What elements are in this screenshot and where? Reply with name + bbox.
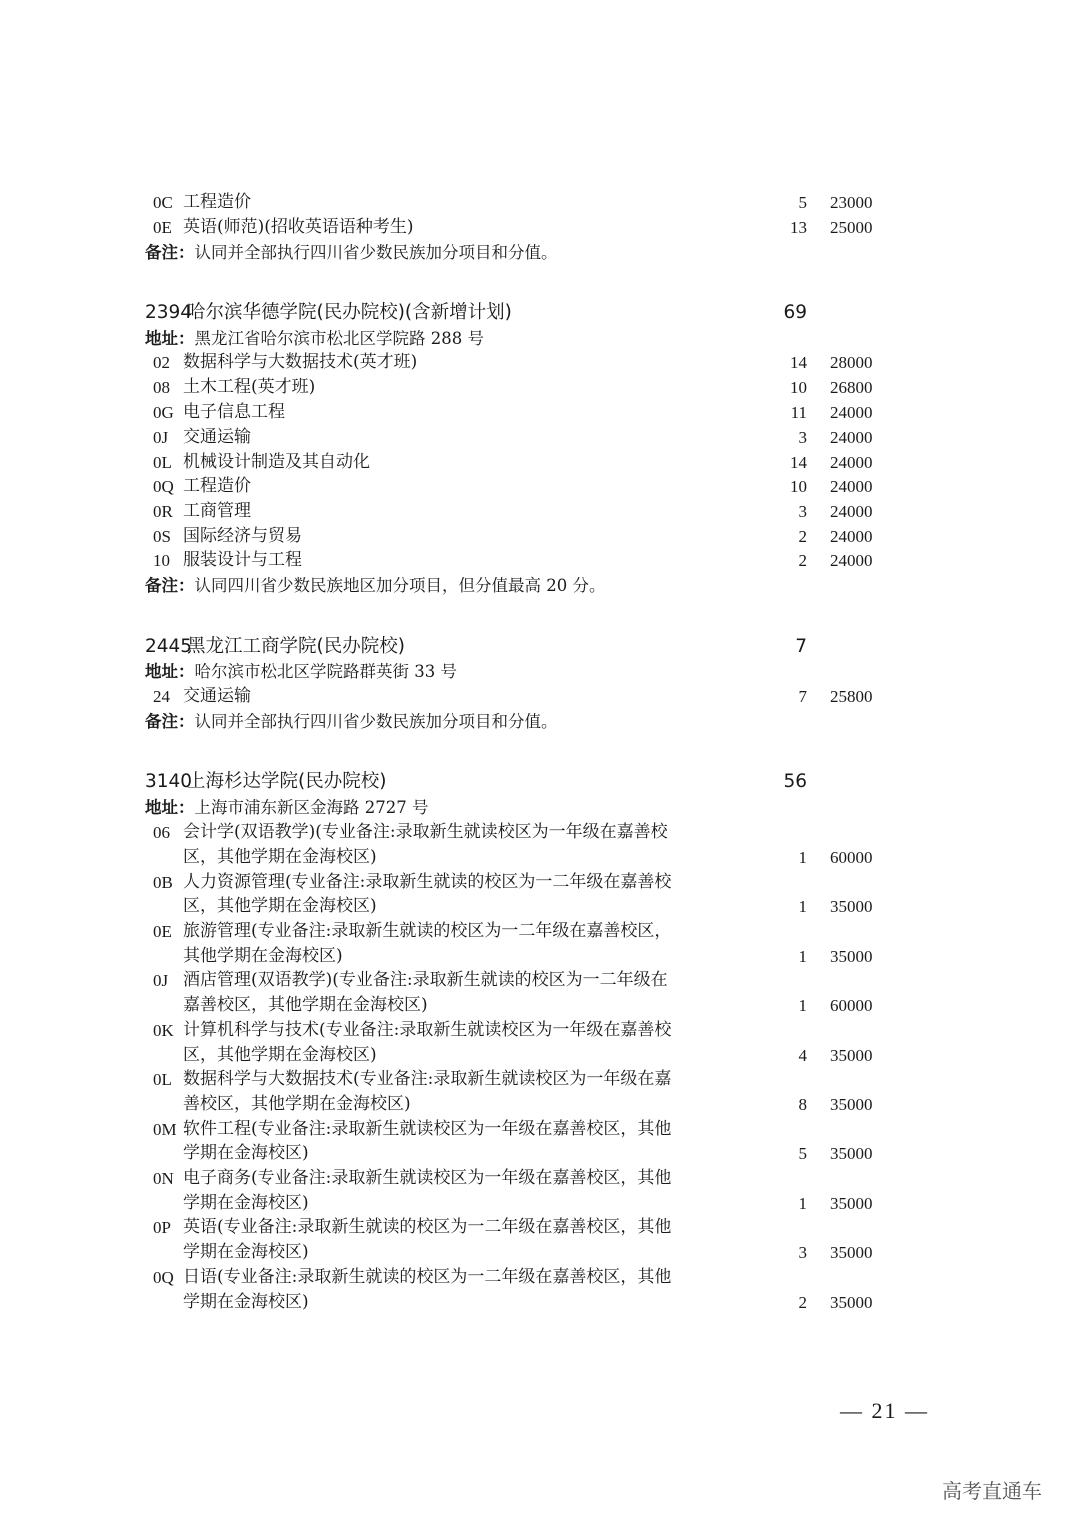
school-name: 哈尔滨华德学院(民办院校)(含新增计划) — [187, 302, 512, 323]
major-fee: 35000 — [830, 1194, 873, 1213]
major-row — [145, 820, 885, 845]
school-code: 2445 — [145, 636, 193, 657]
major-row — [145, 524, 885, 549]
major-quota: 8 — [798, 1095, 807, 1114]
major-code: 0G — [153, 403, 174, 422]
major-row — [145, 968, 885, 993]
major-row-cont — [145, 993, 885, 1018]
major-fee: 35000 — [830, 1046, 873, 1065]
remark-text: 认同并全部执行四川省少数民族加分项目和分值。 — [194, 243, 558, 262]
major-quota: 1 — [798, 897, 807, 916]
major-name-cont: 其他学期在金海校区) — [183, 946, 343, 966]
major-row — [145, 870, 885, 895]
major-row — [145, 499, 885, 524]
major-name-cont: 学期在金海校区) — [183, 1292, 309, 1312]
major-name: 会计学(双语教学)(专业备注:录取新生就读校区为一年级在嘉善校 — [183, 822, 668, 842]
address-text: 哈尔滨市松北区学院路群英街 33 号 — [194, 662, 457, 681]
major-code: 0E — [153, 218, 172, 237]
major-name: 服装设计与工程 — [183, 550, 302, 570]
major-quota: 10 — [790, 378, 807, 397]
address-label: 地址： — [145, 798, 195, 817]
major-name-cont: 学期在金海校区) — [183, 1193, 309, 1213]
major-fee: 28000 — [830, 353, 873, 372]
major-fee: 24000 — [830, 502, 873, 521]
school-header — [145, 769, 885, 794]
major-name: 人力资源管理(专业备注:录取新生就读的校区为一二年级在嘉善校 — [183, 872, 672, 892]
address-text: 上海市浦东新区金海路 2727 号 — [194, 798, 429, 817]
major-row — [145, 1018, 885, 1043]
major-quota: 2 — [798, 1293, 807, 1312]
major-quota: 1 — [798, 947, 807, 966]
major-row — [145, 1166, 885, 1191]
major-name-cont: 善校区，其他学期在金海校区) — [183, 1094, 411, 1114]
major-fee: 35000 — [830, 1144, 873, 1163]
major-code: 0L — [153, 1070, 172, 1089]
major-fee: 24000 — [830, 403, 873, 422]
major-name: 旅游管理(专业备注:录取新生就读的校区为一二年级在嘉善校区， — [183, 921, 672, 941]
major-row — [145, 1265, 885, 1290]
major-fee: 24000 — [830, 527, 873, 546]
major-row — [145, 474, 885, 499]
school-quota: 56 — [783, 771, 807, 792]
major-name: 交通运输 — [183, 427, 251, 447]
major-code: 0K — [153, 1021, 174, 1040]
major-code: 0P — [153, 1218, 171, 1237]
remark-row — [145, 573, 885, 598]
major-fee: 35000 — [830, 1243, 873, 1262]
major-code: 0S — [153, 527, 171, 546]
major-quota: 1 — [798, 996, 807, 1015]
major-quota: 4 — [798, 1046, 807, 1065]
major-fee: 24000 — [830, 551, 873, 570]
major-row — [145, 684, 885, 709]
major-quota: 5 — [798, 1144, 807, 1163]
major-quota: 14 — [790, 353, 807, 372]
major-row-cont — [145, 1092, 885, 1117]
major-name: 电子信息工程 — [183, 402, 285, 422]
major-fee: 60000 — [830, 996, 873, 1015]
address-label: 地址： — [145, 329, 195, 348]
major-fee: 25800 — [830, 687, 873, 706]
major-fee: 35000 — [830, 897, 873, 916]
major-name: 国际经济与贸易 — [183, 526, 302, 546]
major-row-cont — [145, 845, 885, 870]
major-quota: 5 — [798, 193, 807, 212]
school-quota: 69 — [783, 302, 807, 323]
major-row — [145, 375, 885, 400]
major-name-cont: 学期在金海校区) — [183, 1143, 309, 1163]
major-row — [145, 1117, 885, 1142]
major-row — [145, 215, 885, 240]
major-quota: 3 — [798, 1243, 807, 1262]
major-fee: 35000 — [830, 1293, 873, 1312]
major-quota: 10 — [790, 477, 807, 496]
major-quota: 13 — [790, 218, 807, 237]
remark-text: 认同并全部执行四川省少数民族加分项目和分值。 — [194, 712, 558, 731]
major-row — [145, 1067, 885, 1092]
major-code: 0C — [153, 193, 173, 212]
major-name: 交通运输 — [183, 686, 251, 706]
school-code: 3140 — [145, 771, 193, 792]
major-row — [145, 400, 885, 425]
major-code: 0R — [153, 502, 173, 521]
major-code: 24 — [153, 687, 170, 706]
major-fee: 24000 — [830, 477, 873, 496]
major-name: 电子商务(专业备注:录取新生就读校区为一年级在嘉善校区，其他 — [183, 1168, 672, 1188]
major-name: 工程造价 — [183, 476, 251, 496]
major-name: 数据科学与大数据技术(专业备注:录取新生就读校区为一年级在嘉 — [183, 1069, 672, 1089]
watermark: 高考直通车 — [942, 1479, 1042, 1503]
major-quota: 1 — [798, 1194, 807, 1213]
remark-label: 备注： — [145, 712, 195, 731]
remark-row — [145, 240, 885, 265]
major-name: 工程造价 — [183, 192, 251, 212]
major-name: 土木工程(英才班) — [183, 377, 316, 397]
major-fee: 26800 — [830, 378, 873, 397]
school-name: 黑龙江工商学院(民办院校) — [187, 636, 405, 657]
major-fee: 35000 — [830, 947, 873, 966]
major-quota: 2 — [798, 527, 807, 546]
school-quota: 7 — [795, 636, 807, 657]
school-code: 2394 — [145, 302, 193, 323]
major-row — [145, 190, 885, 215]
major-name-cont: 区，其他学期在金海校区) — [183, 896, 377, 916]
major-row-cont — [145, 944, 885, 969]
major-quota: 1 — [798, 848, 807, 867]
major-name-cont: 嘉善校区，其他学期在金海校区) — [183, 995, 428, 1015]
major-code: 0Q — [153, 1268, 174, 1287]
major-row — [145, 919, 885, 944]
major-row — [145, 1215, 885, 1240]
major-row-cont — [145, 1290, 885, 1315]
major-quota: 2 — [798, 551, 807, 570]
major-code: 08 — [153, 378, 170, 397]
major-code: 0E — [153, 922, 172, 941]
major-fee: 24000 — [830, 453, 873, 472]
major-name: 酒店管理(双语教学)(专业备注:录取新生就读的校区为一二年级在 — [183, 970, 668, 990]
address-text: 黑龙江省哈尔滨市松北区学院路 288 号 — [194, 329, 484, 348]
major-fee: 23000 — [830, 193, 873, 212]
major-row-cont — [145, 894, 885, 919]
major-code: 0Q — [153, 477, 174, 496]
remark-label: 备注： — [145, 243, 195, 262]
major-code: 02 — [153, 353, 170, 372]
major-code: 0B — [153, 873, 173, 892]
school-header — [145, 300, 885, 325]
major-name-cont: 区，其他学期在金海校区) — [183, 847, 377, 867]
remark-row — [145, 709, 885, 734]
major-name: 工商管理 — [183, 501, 251, 521]
major-quota: 3 — [798, 428, 807, 447]
address-label: 地址： — [145, 662, 195, 681]
major-code: 0J — [153, 971, 169, 990]
major-row-cont — [145, 1240, 885, 1265]
major-fee: 60000 — [830, 848, 873, 867]
major-name: 数据科学与大数据技术(英才班) — [183, 352, 418, 372]
major-name-cont: 学期在金海校区) — [183, 1242, 309, 1262]
major-code: 0N — [153, 1169, 174, 1188]
major-fee: 24000 — [830, 428, 873, 447]
major-name: 机械设计制造及其自动化 — [183, 452, 370, 472]
major-quota: 3 — [798, 502, 807, 521]
major-name-cont: 区，其他学期在金海校区) — [183, 1045, 377, 1065]
major-quota: 14 — [790, 453, 807, 472]
major-row — [145, 350, 885, 375]
major-row — [145, 450, 885, 475]
major-name: 软件工程(专业备注:录取新生就读校区为一年级在嘉善校区，其他 — [183, 1119, 672, 1139]
address-row — [145, 795, 885, 820]
major-row-cont — [145, 1191, 885, 1216]
remark-label: 备注： — [145, 576, 195, 595]
major-quota: 11 — [790, 403, 807, 422]
major-code: 0M — [153, 1120, 177, 1139]
major-code: 0L — [153, 453, 172, 472]
major-code: 10 — [153, 551, 170, 570]
major-code: 0J — [153, 428, 169, 447]
major-fee: 25000 — [830, 218, 873, 237]
major-row-cont — [145, 1141, 885, 1166]
major-name: 日语(专业备注:录取新生就读的校区为一二年级在嘉善校区，其他 — [183, 1267, 672, 1287]
address-row — [145, 326, 885, 351]
major-name: 英语(专业备注:录取新生就读的校区为一二年级在嘉善校区，其他 — [183, 1217, 672, 1237]
address-row — [145, 659, 885, 684]
page-number: — 21 — — [840, 1398, 929, 1423]
major-code: 06 — [153, 823, 170, 842]
major-fee: 35000 — [830, 1095, 873, 1114]
remark-text: 认同四川省少数民族地区加分项目，但分值最高 20 分。 — [194, 576, 606, 595]
school-name: 上海杉达学院(民办院校) — [187, 771, 387, 792]
major-name: 英语(师范)(招收英语语种考生) — [183, 217, 414, 237]
major-name: 计算机科学与技术(专业备注:录取新生就读校区为一年级在嘉善校 — [183, 1020, 672, 1040]
major-row — [145, 548, 885, 573]
school-header — [145, 634, 885, 659]
major-quota: 7 — [798, 687, 807, 706]
major-row — [145, 425, 885, 450]
major-row-cont — [145, 1043, 885, 1068]
